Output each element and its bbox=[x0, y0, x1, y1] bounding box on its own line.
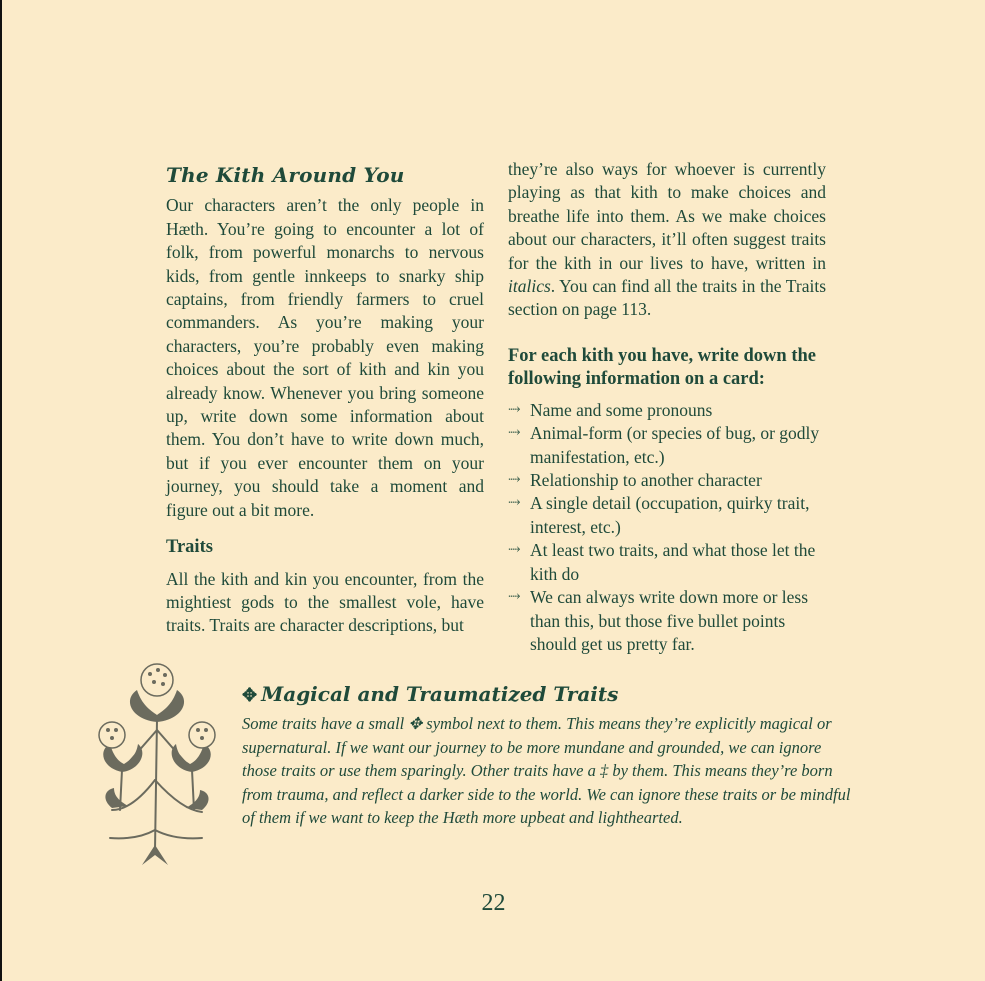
left-column bbox=[166, 158, 484, 638]
continued-text-start: they’re also ways for whoever is currently playing as that kith to make choices and breathe life into them. As we make choices about our characters, it’ll often suggest traits for the kith in our lives to have, written in bbox=[508, 159, 826, 273]
magic-symbol-icon: ✥ bbox=[242, 685, 258, 706]
arrow-icon: ⤑ bbox=[508, 472, 521, 489]
arrow-icon: ⤑ bbox=[508, 542, 521, 559]
italics-word: italics bbox=[508, 276, 551, 297]
section-heading-kith: The Kith Around You bbox=[166, 163, 405, 187]
magical-traits-callout bbox=[242, 682, 852, 830]
list-item: ⤑ At least two traits, and what those let the kith do bbox=[508, 540, 816, 584]
continued-paragraph bbox=[508, 158, 826, 322]
list-item: ⤑ Relationship to another character bbox=[508, 469, 826, 492]
callout-heading: ✥ Magical and Traumatized Traits bbox=[242, 682, 619, 706]
arrow-icon: ⤑ bbox=[508, 425, 521, 442]
intro-paragraph: Our characters aren’t the only people in Hæth. You’re going to encounter a lot of folk, from powerful monarchs to nervous kids, from gentle innkeeps to snarky ship captains, from friendly farmers to cruel commanders. As you’re making your characters, you’re probably even making choices about the sort of kith and kin you already know. Whenever you bring someone up, write down some information about them. You don’t have to write down much, but if you ever encounter them on your journey, you should take a moment and figure out a bit more. bbox=[166, 195, 484, 520]
right-column bbox=[508, 158, 826, 656]
continued-text-end: . You can find all the traits in the Traits section on page 113. bbox=[508, 276, 826, 320]
traits-heading: Traits bbox=[166, 537, 213, 558]
flower-illustration-icon bbox=[92, 660, 222, 865]
card-instruction: For each kith you have, write down the following information on a card: bbox=[508, 345, 816, 389]
arrow-icon: ⤑ bbox=[508, 401, 521, 418]
list-item: ⤑ We can always write down more or less than this, but those five bullet points should get us pretty far. bbox=[508, 587, 809, 654]
traits-paragraph: All the kith and kin you encounter, from the mightiest gods to the smallest vole, have traits. Traits are character descriptions, but bbox=[166, 568, 484, 636]
arrow-icon: ⤑ bbox=[508, 495, 521, 512]
list-item: ⤑ Name and some pronouns bbox=[508, 399, 826, 422]
card-info-list bbox=[508, 399, 826, 656]
arrow-icon: ⤑ bbox=[508, 589, 521, 606]
callout-text: Some traits have a small ✥ symbol next to them. This means they’re explicitly magical or supernatural. If we want our journey to be more mundane and grounded, we can ignore those traits or use them sparingly. Other traits have a ‡ by them. This means they’re born from trauma, and reflect a darker side to the world. We can ignore these traits or be mindful of them if we want to keep the Hæth more upbeat and lighthearted. bbox=[242, 714, 851, 827]
list-item: ⤑ A single detail (occupation, quirky trait, interest, etc.) bbox=[508, 493, 810, 537]
list-item: ⤑ Animal-form (or species of bug, or godly manifestation, etc.) bbox=[508, 423, 820, 467]
page-number: 22 bbox=[481, 890, 506, 916]
